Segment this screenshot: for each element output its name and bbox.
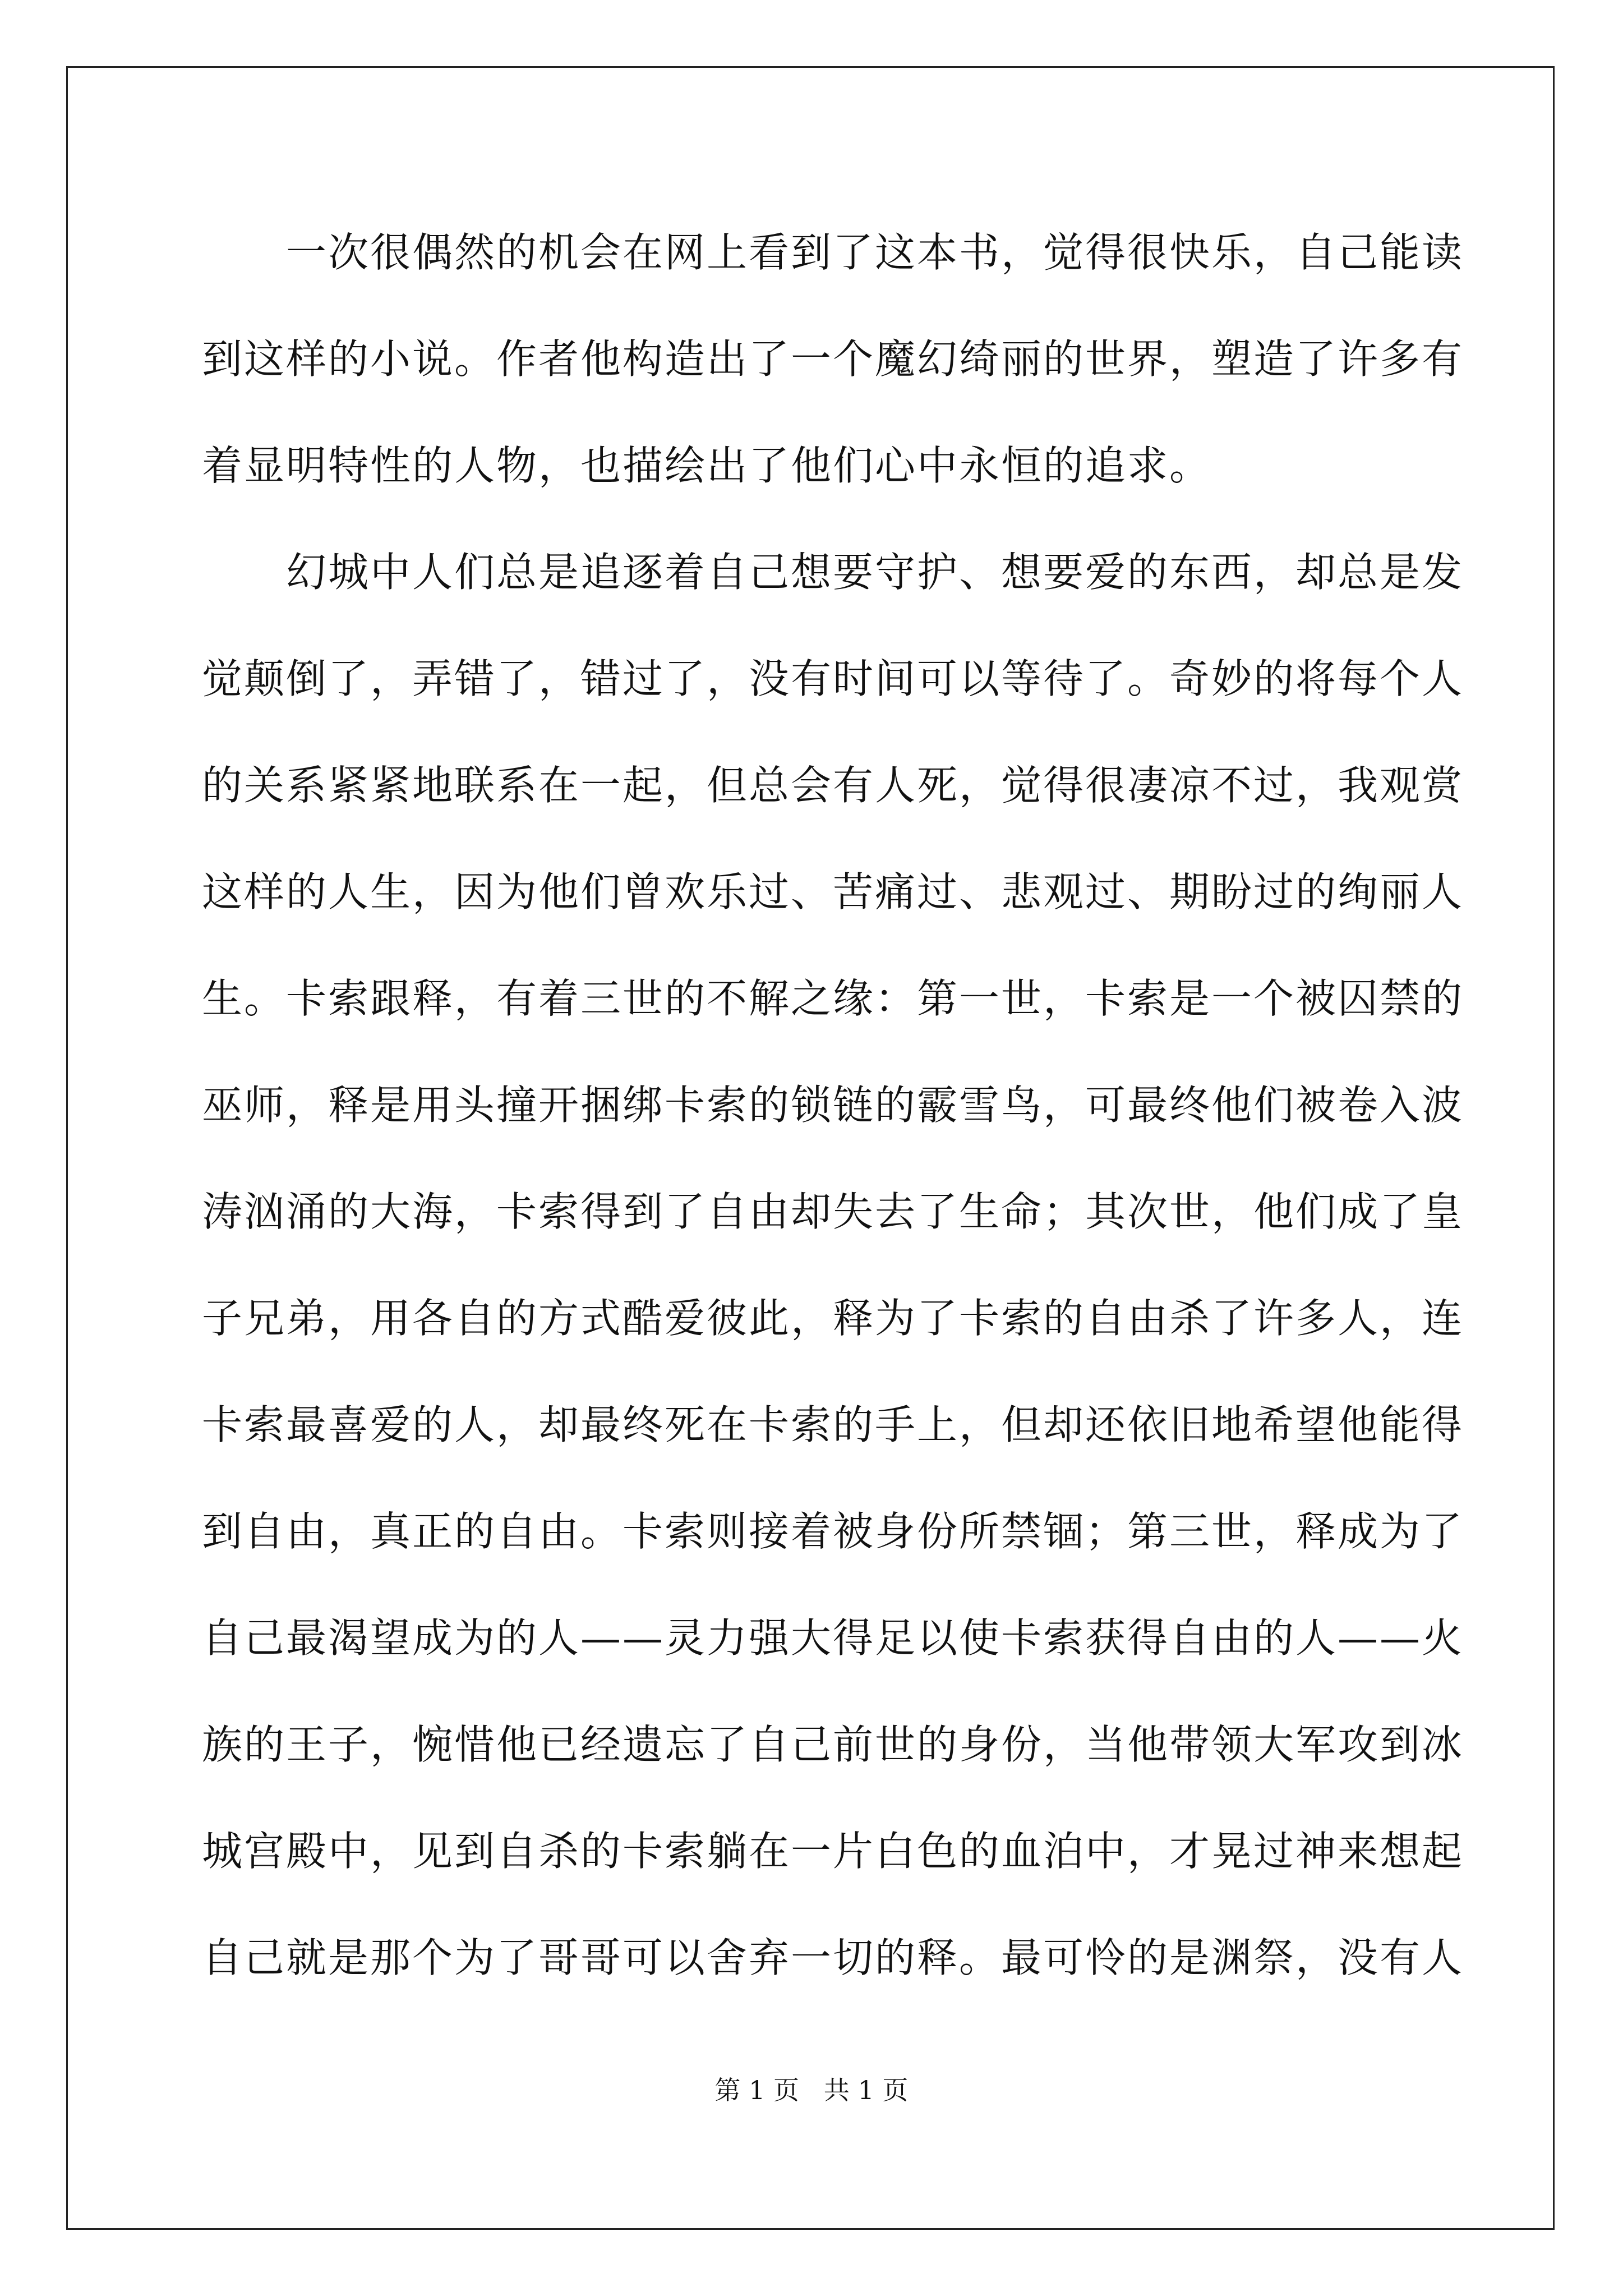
text-line: 自己最渴望成为的人——灵力强大得足以使卡索获得自由的人——火 <box>202 1614 1464 1662</box>
page-number-footer: 第 1 页 共 1 页 <box>714 2075 909 2105</box>
text-line: 涛汹涌的大海，卡索得到了自由却失去了生命；其次世，他们成了皇 <box>202 1188 1464 1235</box>
text-line: 觉颠倒了，弄错了，错过了，没有时间可以等待了。奇妙的将每个人 <box>202 655 1464 702</box>
text-line: 一次很偶然的机会在网上看到了这本书，觉得很快乐，自己能读 <box>286 229 1464 276</box>
text-line: 卡索最喜爱的人，却最终死在卡索的手上，但却还依旧地希望他能得 <box>202 1401 1464 1448</box>
text-line: 幻城中人们总是追逐着自己想要守护、想要爱的东西，却总是发 <box>286 549 1464 596</box>
text-line: 城宫殿中，见到自杀的卡索躺在一片白色的血泊中，才晃过神来想起 <box>202 1828 1464 1875</box>
text-line: 到自由，真正的自由。卡索则接着被身份所禁锢；第三世，释成为了 <box>202 1508 1464 1555</box>
text-line: 生。卡索跟释，有着三世的不解之缘：第一世，卡索是一个被囚禁的 <box>202 975 1464 1022</box>
text-line: 这样的人生，因为他们曾欢乐过、苦痛过、悲观过、期盼过的绚丽人 <box>202 868 1464 915</box>
text-line: 族的王子，惋惜他已经遗忘了自己前世的身份，当他带领大军攻到冰 <box>202 1721 1464 1768</box>
text-line: 的关系紧紧地联系在一起，但总会有人死，觉得很凄凉不过，我观赏 <box>202 762 1464 809</box>
text-line: 自己就是那个为了哥哥可以舍弃一切的释。最可怜的是渊祭，没有人 <box>202 1934 1464 1981</box>
text-line: 子兄弟，用各自的方式酷爱彼此，释为了卡索的自由杀了许多人，连 <box>202 1295 1464 1342</box>
text-line: 到这样的小说。作者他构造出了一个魔幻绮丽的世界，塑造了许多有 <box>202 335 1464 383</box>
text-line: 着显明特性的人物，也描绘出了他们心中永恒的追求。 <box>202 442 1212 489</box>
text-line: 巫师，释是用头撞开捆绑卡索的锁链的霰雪鸟，可最终他们被卷入波 <box>202 1082 1464 1129</box>
